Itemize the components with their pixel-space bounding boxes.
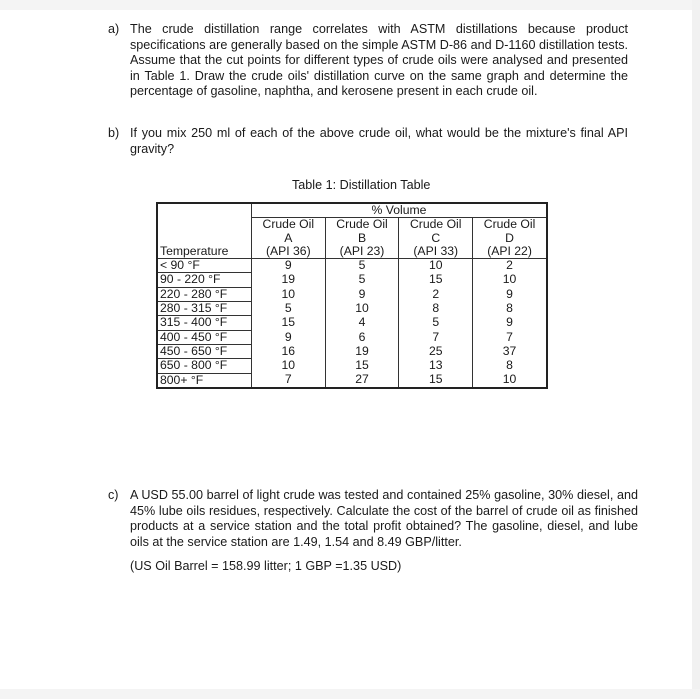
cell-b: 6: [325, 330, 399, 344]
cell-a: 15: [251, 316, 325, 330]
temperature-header: Temperature: [157, 245, 251, 259]
cell-a: 7: [251, 373, 325, 388]
row-temp: 650 - 800 °F: [157, 359, 251, 373]
cell-d: 37: [473, 344, 547, 358]
cell-b: 9: [325, 287, 399, 301]
cell-a: 10: [251, 287, 325, 301]
page-bottom-edge: [0, 689, 700, 699]
col-d-line1: Crude Oil: [473, 218, 547, 232]
row-temp: 315 - 400 °F: [157, 316, 251, 330]
cell-a: 5: [251, 302, 325, 316]
row-temp: 400 - 450 °F: [157, 330, 251, 344]
cell-d: 8: [473, 302, 547, 316]
row-temp: 450 - 650 °F: [157, 344, 251, 358]
row-temp: 220 - 280 °F: [157, 287, 251, 301]
distillation-table: [156, 202, 548, 389]
col-b-line1: Crude Oil: [325, 218, 399, 232]
col-c-line2: C: [399, 232, 473, 245]
volume-header: % Volume: [251, 203, 547, 218]
col-c-line3: (API 33): [399, 245, 473, 259]
cell-d: 7: [473, 330, 547, 344]
table-row: [157, 344, 547, 358]
row-temp: 800+ °F: [157, 373, 251, 388]
table-row: [157, 259, 547, 273]
cell-c: 10: [399, 259, 473, 273]
table-corner: [157, 203, 251, 218]
cell-c: 7: [399, 330, 473, 344]
table-caption: Table 1: Distillation Table: [292, 178, 431, 192]
cell-b: 19: [325, 344, 399, 358]
cell-b: 5: [325, 273, 399, 287]
cell-d: 8: [473, 359, 547, 373]
table-row: [157, 359, 547, 373]
question-a: [108, 22, 628, 100]
question-b-label: b): [108, 126, 120, 140]
cell-c: 2: [399, 287, 473, 301]
col-c-line1: Crude Oil: [399, 218, 473, 232]
table-row: [157, 373, 547, 388]
col-a-line2: A: [251, 232, 325, 245]
question-a-label: a): [108, 22, 120, 36]
cell-b: 5: [325, 259, 399, 273]
col-b-line2: B: [325, 232, 399, 245]
cell-b: 10: [325, 302, 399, 316]
cell-b: 15: [325, 359, 399, 373]
cell-c: 15: [399, 273, 473, 287]
cell-a: 9: [251, 330, 325, 344]
cell-c: 25: [399, 344, 473, 358]
col-a-line3: (API 36): [251, 245, 325, 259]
table-row: [157, 287, 547, 301]
cell-d: 10: [473, 273, 547, 287]
col-b-line3: (API 23): [325, 245, 399, 259]
cell-d: 2: [473, 259, 547, 273]
cell-a: 9: [251, 259, 325, 273]
question-c: [108, 488, 638, 575]
question-c-label: c): [108, 488, 119, 502]
col-a-line1: Crude Oil: [251, 218, 325, 232]
page-top-edge: [0, 0, 700, 10]
cell-c: 15: [399, 373, 473, 388]
table-row: [157, 302, 547, 316]
question-c-text: A USD 55.00 barrel of light crude was tested and contained 25% gasoline, 30% diesel, and 45% lube oils residues, respectively. Calculate the cost of the barrel of crude oil as finished products at a service station and the total profit obtained? The gasoline, diesel, and lube oils at the service station are 1.49, 1.54 and 8.49 GBP/litter.: [130, 488, 638, 549]
cell-a: 16: [251, 344, 325, 358]
cell-c: 13: [399, 359, 473, 373]
row-temp: 280 - 315 °F: [157, 302, 251, 316]
cell-c: 8: [399, 302, 473, 316]
page-right-edge: [692, 0, 700, 699]
row-temp: 90 - 220 °F: [157, 273, 251, 287]
table-row: [157, 273, 547, 287]
col-d-line3: (API 22): [473, 245, 547, 259]
table-row: [157, 330, 547, 344]
question-b: [108, 126, 628, 157]
cell-d: 9: [473, 287, 547, 301]
cell-c: 5: [399, 316, 473, 330]
table-row: [157, 316, 547, 330]
cell-a: 19: [251, 273, 325, 287]
question-a-text: The crude distillation range correlates with ASTM distillations because product specifications are generally based on the simple ASTM D-86 and D-1160 distillation tests. Assume that the cut points for different types of crude oils were analysed and presented in Table 1. Draw the crude oils' distillation curve on the same graph and determine the percentage of gasoline, naphtha, and kerosene present in each crude oil.: [130, 22, 628, 98]
cell-a: 10: [251, 359, 325, 373]
cell-d: 9: [473, 316, 547, 330]
cell-b: 27: [325, 373, 399, 388]
row-temp: < 90 °F: [157, 259, 251, 273]
cell-d: 10: [473, 373, 547, 388]
conversion-note: (US Oil Barrel = 158.99 litter; 1 GBP =1.35 USD): [130, 559, 402, 573]
col-d-line2: D: [473, 232, 547, 245]
question-b-text: If you mix 250 ml of each of the above crude oil, what would be the mixture's final API gravity?: [130, 126, 628, 156]
cell-b: 4: [325, 316, 399, 330]
